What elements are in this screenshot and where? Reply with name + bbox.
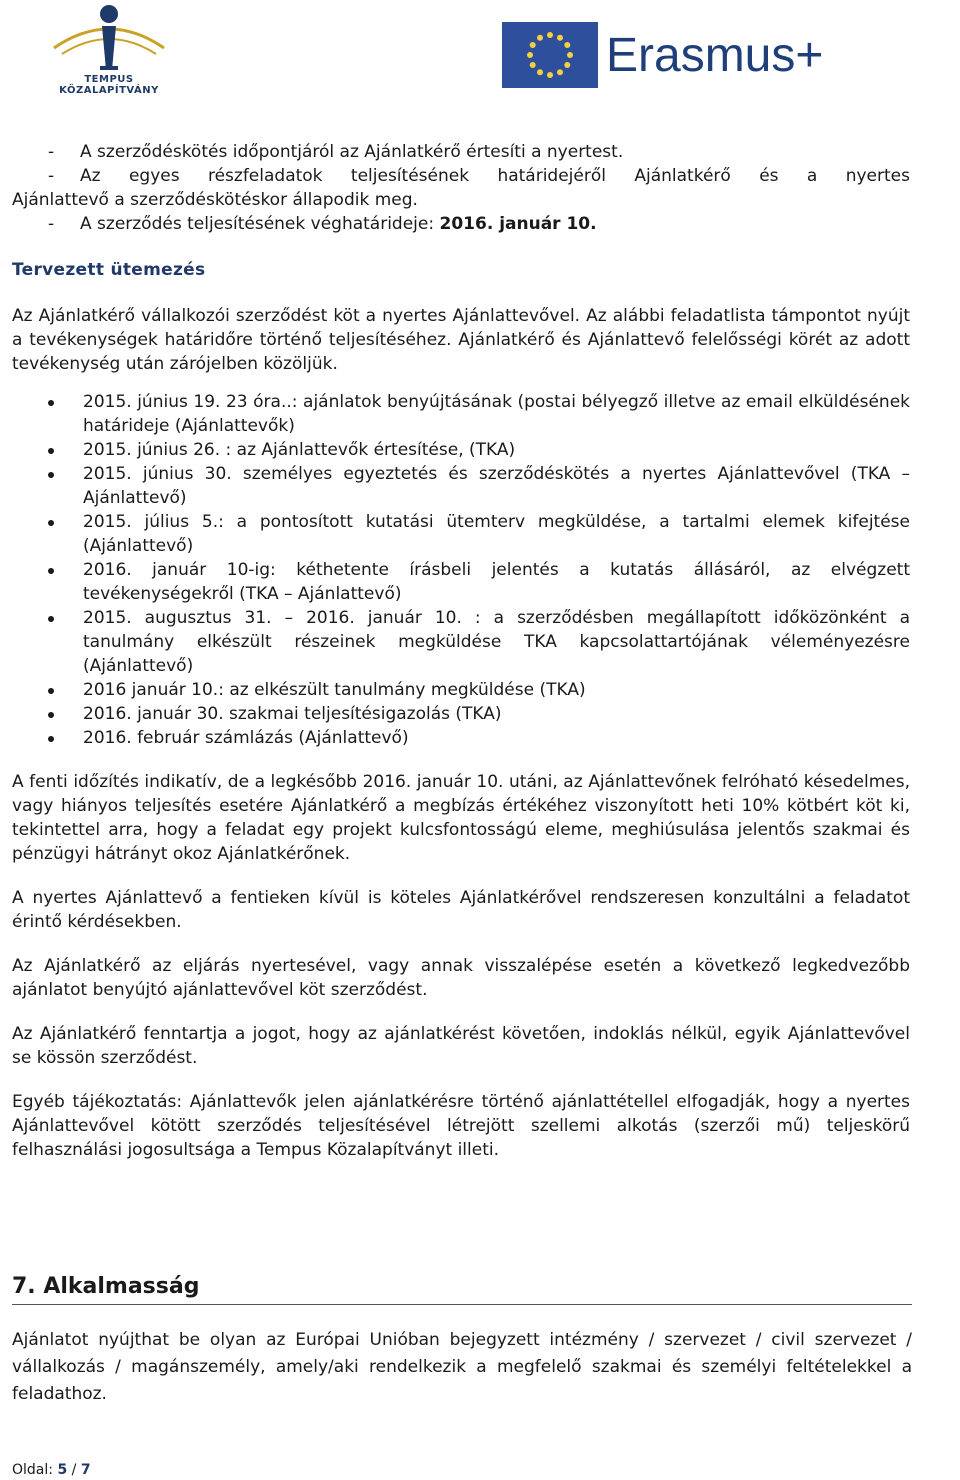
tempus-logo-text: TEMPUS KÖZALAPÍTVÁNY [59, 74, 159, 96]
page-label: Oldal: [12, 1462, 58, 1478]
dash-item: - A szerződéskötés időpontjáról az Ajánlatkérő értesíti a nyertest. [48, 142, 624, 162]
dash-item: - Az egyes részfeladatok teljesítésének határidejéről Ajánlatkérő és a nyertes [48, 166, 910, 186]
page-separator: / [67, 1462, 81, 1478]
list-item: 2015. június 26. : az Ajánlattevők értesítése, (TKA) [12, 438, 910, 462]
list-item: 2015. július 5.: a pontosított kutatási ütemterv megküldése, a tartalmi elemek kifejtése (Ajánlattevő) [12, 510, 910, 558]
paragraph-consult: A nyertes Ajánlattevő a fentieken kívül is köteles Ajánlatkérővel rendszeresen konzultálni a feladatot érintő kérdésekben. [12, 888, 910, 932]
erasmus-logo [502, 22, 822, 92]
eu-flag-icon [502, 22, 598, 88]
paragraph-indicative: A fenti időzítés indikatív, de a legkésőbb 2016. január 10. utáni, az Ajánlattevőnek felróható késedelmes, vagy hiányos teljesítés esetére Ajánlatkérő a megbízás értékéhez viszonyított heti 10% kötbért köt ki, tekintettel arra, hogy a feladat egy projekt kulcsfontosságú eleme, meghiúsulása jelentős szakmai és pénzügyi hátrányt okoz Ajánlatkérőnek. [12, 772, 910, 864]
dash-item-continuation: Ajánlattevő a szerződéskötéskor állapodik meg. [12, 190, 418, 210]
dash-list [12, 140, 910, 236]
page-header [0, 0, 960, 100]
list-item: 2016. január 30. szakmai teljesítésigazolás (TKA) [12, 702, 910, 726]
section-7-title: 7. Alkalmasság [12, 1272, 912, 1305]
schedule-list [12, 390, 910, 750]
paragraph-next-best: Az Ajánlatkérő az eljárás nyertesével, vagy annak visszalépése esetén a következő legkedvezőbb ajánlatot benyújtó ajánlattevővel köt szerződést. [12, 956, 910, 1000]
tempus-logo [44, 0, 174, 95]
page-current: 5 [57, 1462, 68, 1478]
erasmus-wordmark: Erasmus+ [606, 29, 824, 82]
paragraph-other-info: Egyéb tájékoztatás: Ajánlattevők jelen ajánlatkérésre történő ajánlattétellel elfogadják, hogy a nyertes Ajánlattevővel kötött szerződés teljesítésével létrejött szellemi alkotás (szerzői mű) teljeskörű felhasználási jogosultsága a Tempus Közalapítványt illeti. [12, 1092, 910, 1160]
schedule-intro: Az Ajánlatkérő vállalkozói szerződést köt a nyertes Ajánlattevővel. Az alábbi feladatlista támpontot nyújt a tevékenységek határidőre történő teljesítéséhez. Ajánlatkérő és Ajánlattevő felelősségi körét az adott tevékenység után zárójelben közöljük. [12, 306, 910, 374]
list-item: 2016. január 10-ig: kéthetente írásbeli jelentés a kutatás állásáról, az elvégzett tevékenységekről (TKA – Ajánlattevő) [12, 558, 910, 606]
paragraph-reserve-right: Az Ajánlatkérő fenntartja a jogot, hogy az ajánlatkérést követően, indoklás nélkül, egyik Ajánlattevővel se kössön szerződést. [12, 1024, 910, 1068]
list-item: 2016. február számlázás (Ajánlattevő) [12, 726, 910, 750]
list-item: 2015. augusztus 31. – 2016. január 10. : a szerződésben megállapított időközönként a tanulmány elkészült részeinek megküldése TKA kapcsolattartójának véleményezésre (Ajánlattevő) [12, 606, 910, 678]
list-item: 2015. június 19. 23 óra..: ajánlatok benyújtásának (postai bélyegző illetve az email elküldésének határideje (Ajánlattevők) [12, 390, 910, 438]
section-7-text: Ajánlatot nyújthat be olyan az Európai Unióban bejegyzett intézmény / szervezet / civil szervezet / vállalkozás / magánszemély, amely/aki rendelkezik a megfelelő szakmai és személyi feltételekkel a feladathoz. [12, 1330, 912, 1404]
page-total: 7 [80, 1462, 91, 1478]
document-body [12, 140, 910, 1162]
list-item: 2015. június 30. személyes egyeztetés és szerződéskötés a nyertes Ajánlattevővel (TKA – Ajánlattevő) [12, 462, 910, 510]
list-item: 2016 január 10.: az elkészült tanulmány megküldése (TKA) [12, 678, 910, 702]
page-footer [12, 1462, 91, 1478]
dash-item: - A szerződés teljesítésének véghatárideje: 2016. január 10. [48, 214, 597, 234]
section-7 [12, 1272, 912, 1408]
schedule-heading: Tervezett ütemezés [12, 260, 206, 280]
tempus-emblem-icon [44, 0, 174, 74]
